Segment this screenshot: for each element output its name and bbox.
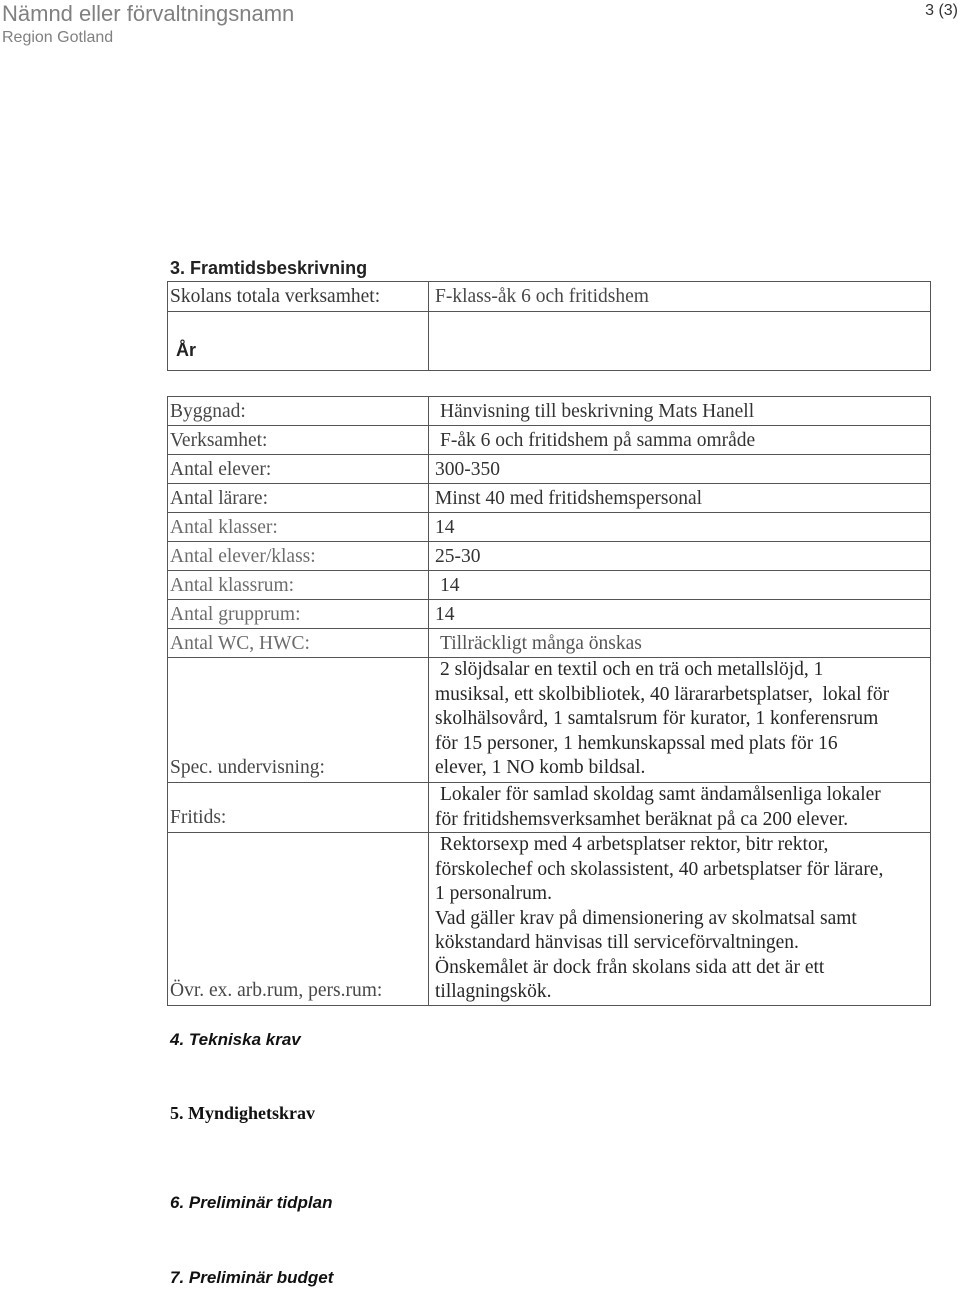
year-label: År xyxy=(168,312,429,371)
overview-table xyxy=(167,281,931,371)
row-value xyxy=(429,783,931,833)
row-antal-larare xyxy=(168,484,931,513)
value-line: för fritidshemsverksamhet beräknat på ca 200 elever. xyxy=(435,808,849,830)
value-line: Önskemålet är dock från skolans sida att det är ett xyxy=(435,956,825,978)
row-label: Antal klassrum: xyxy=(168,571,429,600)
row-antal-grupprum xyxy=(168,600,931,629)
value-line: Minst 40 med fritidshemspersonal xyxy=(435,487,703,509)
value-line: elever, 1 NO komb bildsal. xyxy=(435,757,646,778)
row-verksamhet xyxy=(168,426,931,455)
value-line: F-åk 6 och fritidshem på samma område xyxy=(440,429,756,451)
row-ovrigt xyxy=(168,833,931,1006)
value-line: Rektorsexp med 4 arbetsplatser rektor, bitr rektor, xyxy=(440,834,829,855)
page-number: 3 (3) xyxy=(925,2,958,19)
value-line: 14 xyxy=(435,603,455,625)
row-label: Verksamhet: xyxy=(168,426,429,455)
row-value xyxy=(429,600,931,629)
value-line: 2 slöjdsalar en textil och en trä och metallslöjd, 1 xyxy=(440,659,824,680)
row-value xyxy=(429,571,931,600)
row-skolans-verksamhet xyxy=(168,282,931,312)
value-line: Hänvisning till beskrivning Mats Hanell xyxy=(440,400,755,422)
row-antal-wc-hwc xyxy=(168,629,931,658)
section-3-heading: 3. Framtidsbeskrivning xyxy=(170,258,368,278)
row-value xyxy=(429,658,931,783)
section-6-heading: 6. Preliminär tidplan xyxy=(170,1193,333,1212)
value-line: 1 personalrum. xyxy=(435,883,552,904)
row-value xyxy=(429,484,931,513)
value-line: kökstandard hänvisas till serviceförvaltningen. xyxy=(435,932,799,953)
row-value xyxy=(429,397,931,426)
row-value xyxy=(429,513,931,542)
section-7-heading: 7. Preliminär budget xyxy=(170,1268,334,1287)
row-label: Fritids: xyxy=(168,783,429,833)
row-label: Spec. undervisning: xyxy=(168,658,429,783)
row-label: Skolans totala verksamhet: xyxy=(168,282,429,312)
region-name: Region Gotland xyxy=(2,29,114,46)
value-line: 300-350 xyxy=(435,458,500,480)
row-value xyxy=(429,455,931,484)
row-antal-elever-per-klass xyxy=(168,542,931,571)
row-value: F-klass-åk 6 och fritidshem xyxy=(429,282,931,312)
row-value xyxy=(429,833,931,1006)
row-label: Antal grupprum: xyxy=(168,600,429,629)
row-label: Antal lärare: xyxy=(168,484,429,513)
row-label: Antal klasser: xyxy=(168,513,429,542)
row-spec-undervisning xyxy=(168,658,931,783)
value-line: 14 xyxy=(440,574,460,596)
section-5-heading: 5. Myndighetskrav xyxy=(170,1103,316,1123)
row-label: Antal elever/klass: xyxy=(168,542,429,571)
row-value xyxy=(429,629,931,658)
value-line: 14 xyxy=(435,516,455,538)
value-line: förskolechef och skolassistent, 40 arbetsplatser för lärare, xyxy=(435,858,884,880)
value-line: Vad gäller krav på dimensionering av skolmatsal samt xyxy=(435,907,857,929)
year-value xyxy=(429,312,931,371)
value-line: 25-30 xyxy=(435,545,481,567)
row-antal-klasser xyxy=(168,513,931,542)
organization-name: Nämnd eller förvaltningsnamn xyxy=(2,1,295,26)
row-label: Byggnad: xyxy=(168,397,429,426)
value-line: för 15 personer, 1 hemkunskapssal med plats för 16 xyxy=(435,732,838,754)
value-line: skolhälsovård, 1 samtalsrum för kurator, 1 konferensrum xyxy=(435,708,879,729)
row-antal-klassrum xyxy=(168,571,931,600)
row-year xyxy=(168,312,931,371)
row-label: Övr. ex. arb.rum, pers.rum: xyxy=(168,833,429,1006)
row-label: Antal WC, HWC: xyxy=(168,629,429,658)
row-antal-elever xyxy=(168,455,931,484)
row-label: Antal elever: xyxy=(168,455,429,484)
value-line: tillagningskök. xyxy=(435,981,552,1002)
row-value xyxy=(429,426,931,455)
details-table xyxy=(167,396,931,1006)
value-line: Lokaler för samlad skoldag samt ändamålsenliga lokaler xyxy=(440,784,881,805)
section-4-heading: 4. Tekniska krav xyxy=(170,1030,301,1049)
value-line: Tillräckligt många önskas xyxy=(440,632,642,654)
row-byggnad xyxy=(168,397,931,426)
value-line: musiksal, ett skolbibliotek, 40 lärararbetsplatser, lokal för xyxy=(435,683,890,705)
row-fritids xyxy=(168,783,931,833)
row-value xyxy=(429,542,931,571)
